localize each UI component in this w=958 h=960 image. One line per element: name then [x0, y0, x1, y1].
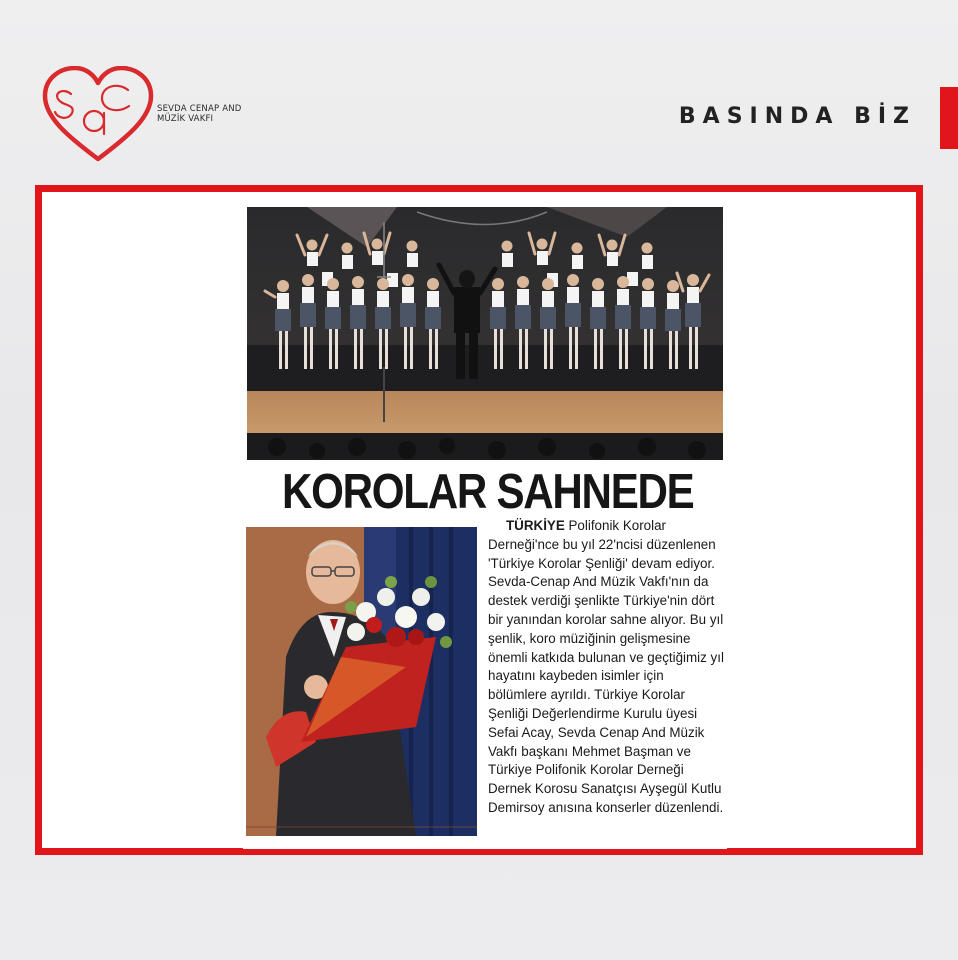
- section-accent-tab: [940, 87, 958, 149]
- newspaper-clipping: [243, 205, 727, 849]
- article-text: Polifonik Korolar Derneği'nce bu yıl 22'ncisi düzenlenen 'Türkiye Korolar Şenliği' devam ediyor. Sevda-Cenap And Müzik Vakfı'nın da destek verdiği şenlikte Türkiye'nin dört bir yanından korolar sahne alıyor. Bu yıl şenlik, koro müziğinin gelişmesine önemli katkıda bulunan ve geçtiğimiz yıl hayatını kaybeden isimler için bölümlere ayrıldı. Türkiye Korolar Şenliği Değerlendirme Kurulu üyesi Sefai Acay, Sevda Cenap And Müzik Vakfı başkanı Mehmet Başman ve Türkiye Polifonik Korolar Derneği Dernek Korosu Sanatçısı Ayşegül Kutlu Demirsoy anısına konserler düzenlendi.: [488, 518, 724, 815]
- section-title: BASINDA BİZ: [678, 104, 916, 129]
- org-name-line1: SEVDA CENAP AND: [157, 104, 242, 114]
- article-lead: TÜRKİYE: [506, 518, 565, 533]
- article-headline: KOROLAR SAHNEDE: [282, 465, 694, 519]
- foundation-logo: [40, 66, 156, 164]
- choir-stage-photo: [247, 207, 723, 460]
- article-body: [488, 517, 724, 818]
- org-name-line2: MÜZİK VAKFI: [157, 114, 214, 124]
- foundation-name: [157, 104, 267, 124]
- honoree-portrait-photo: [246, 527, 477, 836]
- sca-heart-monogram-icon: [40, 66, 156, 164]
